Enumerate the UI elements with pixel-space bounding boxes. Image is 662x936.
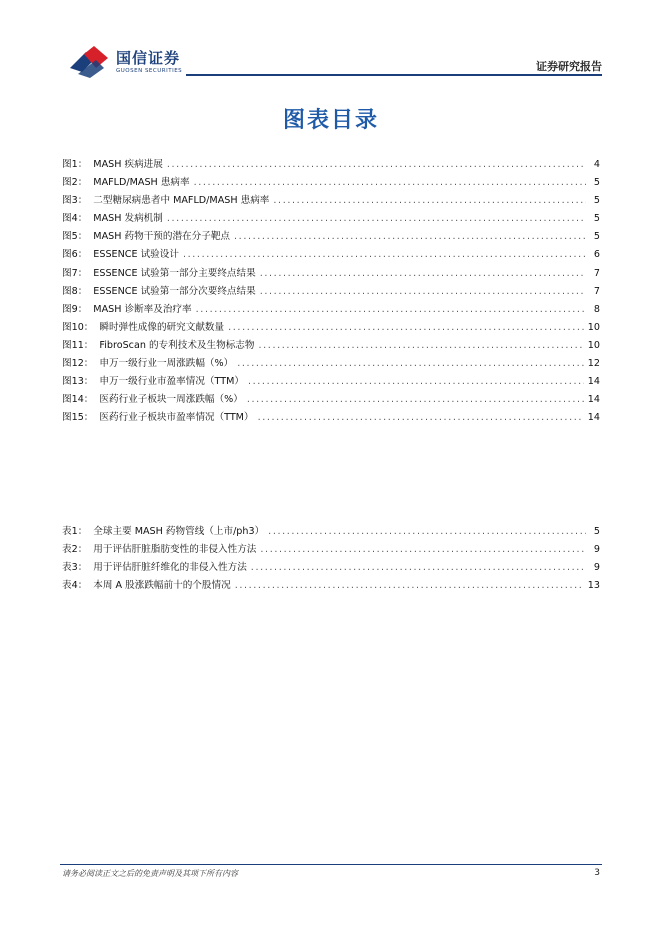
page-title: 图表目录 (282, 108, 379, 133)
logo-english-name: GUOSEN SECURITIES (116, 68, 183, 74)
figure-entry[interactable] (62, 246, 600, 264)
figure-entry[interactable] (62, 228, 600, 246)
dot-leader (183, 246, 586, 264)
dot-leader (228, 319, 584, 337)
entry-label: 图4： (62, 213, 88, 225)
figure-entry[interactable] (62, 156, 600, 174)
entry-page-number: 10 (587, 321, 600, 333)
entry-page-number: 10 (587, 339, 600, 351)
report-type: 证券研究报告 (536, 60, 602, 73)
entry-label: 图10： (62, 321, 94, 333)
table-list (62, 523, 600, 595)
figure-list (62, 156, 600, 427)
entry-label: 表2： (62, 544, 88, 556)
entry-title: 申万一级行业一周涨跌幅（%） (99, 358, 234, 370)
company-logo (68, 46, 186, 78)
figure-entry[interactable] (62, 337, 600, 355)
logo-chinese-name: 国信证券 (116, 49, 181, 67)
entry-page-number: 8 (593, 303, 600, 315)
dot-leader (194, 174, 586, 192)
entry-title: 医药行业子板块市盈率情况（TTM） (99, 412, 254, 424)
entry-label: 表3： (62, 562, 88, 574)
dot-leader (167, 210, 586, 228)
table-entry[interactable] (62, 577, 600, 595)
entry-page-number: 5 (593, 231, 600, 243)
entry-label: 表4： (62, 580, 88, 592)
figure-entry[interactable] (62, 355, 600, 373)
entry-page-number: 9 (593, 562, 600, 574)
entry-page-number: 14 (587, 394, 600, 406)
entry-label: 图2： (62, 177, 88, 189)
entry-page-number: 5 (593, 195, 600, 207)
entry-label: 图15： (62, 412, 94, 424)
figure-entry[interactable] (62, 373, 600, 391)
entry-title: FibroScan 的专利技术及生物标志物 (99, 339, 255, 351)
entry-title: ESSENCE 试验第一部分主要终点结果 (93, 267, 256, 279)
dot-leader (258, 409, 584, 427)
figure-entry[interactable] (62, 319, 600, 337)
entry-label: 图5： (62, 231, 88, 243)
table-entry[interactable] (62, 559, 600, 577)
entry-title: MAFLD/MASH 患病率 (93, 177, 190, 189)
figure-entry[interactable] (62, 265, 600, 283)
entry-page-number: 5 (593, 177, 600, 189)
entry-title: 医药行业子板块一周涨跌幅（%） (99, 394, 243, 406)
figure-entry[interactable] (62, 283, 600, 301)
guosen-logo-icon (68, 46, 110, 78)
dot-leader (260, 265, 586, 283)
entry-page-number: 5 (593, 526, 600, 537)
entry-title: ESSENCE 试验设计 (93, 249, 179, 261)
table-entry[interactable] (62, 541, 600, 559)
dot-leader (247, 391, 584, 409)
entry-label: 图12： (62, 358, 94, 370)
figure-entry[interactable] (62, 192, 600, 210)
dot-leader (273, 192, 586, 210)
entry-label: 图9： (62, 303, 88, 315)
entry-title: 二型糖尿病患者中 MAFLD/MASH 患病率 (93, 195, 270, 207)
table-entry[interactable] (62, 523, 600, 541)
page-header (0, 0, 662, 80)
entry-page-number: 7 (593, 285, 600, 297)
dot-leader (248, 373, 584, 391)
entry-page-number: 7 (593, 267, 600, 279)
dot-leader (259, 337, 584, 355)
dot-leader (260, 283, 586, 301)
entry-page-number: 6 (593, 249, 600, 261)
entry-page-number: 4 (593, 159, 600, 170)
page-number: 3 (594, 868, 600, 878)
figure-entry[interactable] (62, 174, 600, 192)
dot-leader (235, 577, 584, 595)
entry-label: 图14： (62, 394, 94, 406)
footer-divider (60, 864, 602, 865)
entry-title: 用于评估肝脏纤维化的非侵入性方法 (93, 562, 247, 574)
entry-label: 表1： (62, 526, 88, 537)
entry-label: 图13： (62, 376, 94, 388)
dot-leader (268, 523, 586, 541)
entry-page-number: 13 (587, 580, 600, 592)
entry-page-number: 9 (593, 544, 600, 556)
entry-page-number: 14 (587, 376, 600, 388)
entry-label: 图6： (62, 249, 88, 261)
entry-title: MASH 疾病进展 (93, 159, 163, 170)
entry-page-number: 5 (593, 213, 600, 225)
entry-page-number: 14 (587, 412, 600, 424)
header-divider (186, 74, 602, 76)
entry-label: 图1： (62, 159, 88, 170)
dot-leader (237, 355, 584, 373)
dot-leader (234, 228, 586, 246)
figure-entry[interactable] (62, 391, 600, 409)
entry-page-number: 12 (587, 358, 600, 370)
dot-leader (196, 301, 586, 319)
dot-leader (260, 541, 586, 559)
entry-title: MASH 药物干预的潜在分子靶点 (93, 231, 231, 243)
figure-entry[interactable] (62, 301, 600, 319)
entry-title: 申万一级行业市盈率情况（TTM） (99, 376, 244, 388)
entry-title: 瞬时弹性成像的研究文献数量 (99, 321, 225, 333)
entry-label: 图3： (62, 195, 88, 207)
entry-label: 图11： (62, 339, 94, 351)
footer-disclaimer[interactable]: 请务必阅读正文之后的免责声明及其项下所有内容 (62, 869, 238, 878)
entry-label: 图7： (62, 267, 88, 279)
entry-title: 用于评估肝脏脂肪变性的非侵入性方法 (93, 544, 257, 556)
entry-title: MASH 发病机制 (93, 213, 163, 225)
figure-entry[interactable] (62, 409, 600, 427)
dot-leader (167, 156, 586, 174)
entry-title: ESSENCE 试验第一部分次要终点结果 (93, 285, 256, 297)
entry-title: MASH 诊断率及治疗率 (93, 303, 192, 315)
entry-label: 图8： (62, 285, 88, 297)
entry-title: 全球主要 MASH 药物管线（上市/ph3） (93, 526, 265, 537)
figure-entry[interactable] (62, 210, 600, 228)
entry-title: 本周 A 股涨跌幅前十的个股情况 (93, 580, 231, 592)
dot-leader (251, 559, 586, 577)
